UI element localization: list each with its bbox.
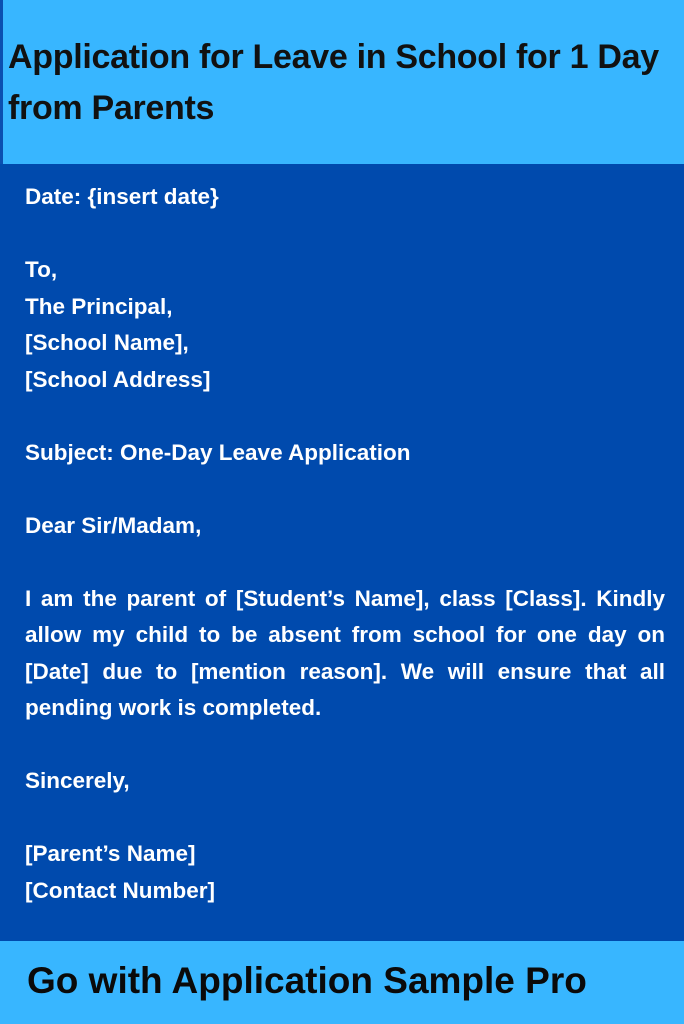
letter-salutation: Dear Sir/Madam, [25, 512, 202, 538]
footer-banner [0, 941, 684, 1024]
letter-subject: Subject: One-Day Leave Application [25, 439, 411, 465]
letter-school-address: [School Address] [25, 366, 211, 392]
footer-tagline: Go with Application Sample Pro [27, 960, 587, 1001]
letter-to: To, [25, 257, 58, 282]
spacer [25, 727, 665, 764]
spacer [25, 544, 665, 581]
letter-body [25, 179, 665, 909]
letter-school-name: [School Name], [25, 330, 189, 355]
spacer [25, 398, 665, 435]
spacer [25, 471, 665, 508]
letter-date: Date: {insert date} [25, 184, 219, 209]
page-title: Application for Leave in School for 1 Day from Parents [8, 38, 659, 127]
letter-recipient: The Principal, [25, 293, 173, 319]
spacer [25, 800, 665, 837]
spacer [25, 216, 665, 253]
letter-contact-number: [Contact Number] [25, 877, 215, 903]
letter-closing: Sincerely, [25, 768, 130, 793]
letter-parent-name: [Parent’s Name] [25, 841, 196, 866]
letter-paragraph: I am the parent of [Student’s Name], class [Class]. Kindly allow my child to be absent from school for one day on [Date] due to [mention reason]. We will ensure that all pending work is completed. [25, 585, 665, 720]
header-banner [0, 0, 684, 164]
